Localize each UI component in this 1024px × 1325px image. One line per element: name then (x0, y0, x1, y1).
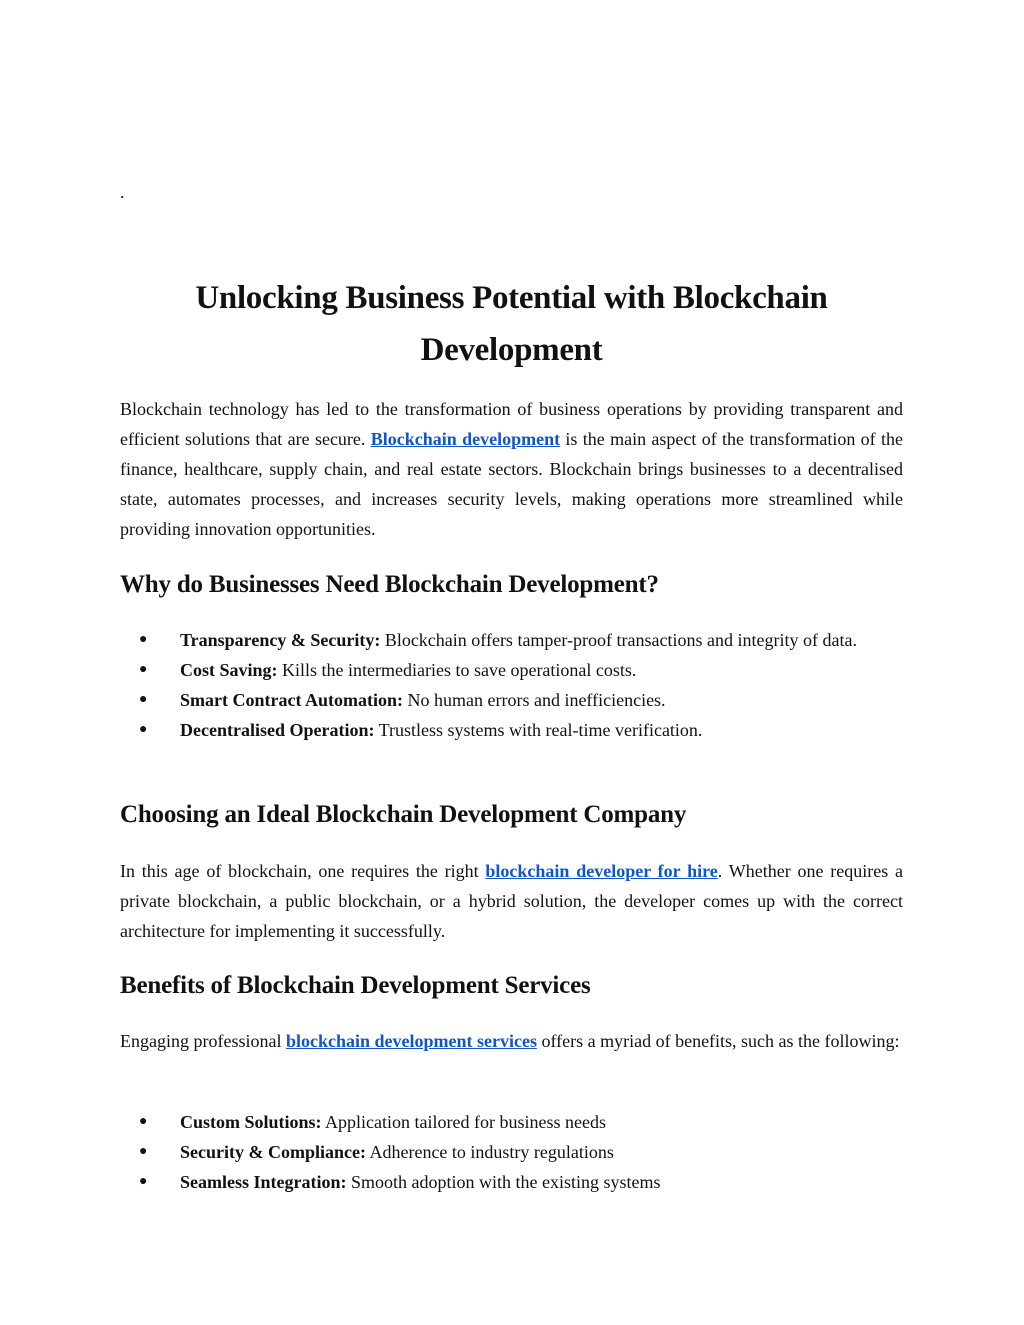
intro-text-before: Blockchain technology has led to the transformation of business operations by providing transparent and efficient solutions that are secure. (120, 399, 903, 449)
list-item-text: No human errors and inefficiencies. (402, 690, 666, 710)
blockchain-development-link[interactable]: Blockchain development (370, 429, 561, 449)
section2-text-after: . Whether one requires a private blockchain, a public blockchain, or a hybrid solution, the developer comes up with the correct architecture for implementing it successfully. (120, 861, 903, 941)
blockchain-development-services-link[interactable]: blockchain development services (285, 1031, 537, 1051)
bullet-icon: ● (139, 722, 148, 737)
list-item-label: Decentralised Operation: (180, 720, 375, 740)
list-item-label: Cost Saving: (180, 660, 278, 680)
list-item-label: Seamless Integration: (180, 1172, 347, 1192)
list-item-label: Smart Contract Automation: (180, 690, 403, 710)
section3-paragraph (120, 1026, 903, 1056)
list-item-label: Security & Compliance: (180, 1142, 366, 1162)
section3-list (120, 1107, 903, 1197)
section2-paragraph (120, 856, 903, 946)
section3-text-after: offers a myriad of benefits, such as the following: (536, 1031, 900, 1051)
section1-list (120, 625, 903, 745)
list-item (120, 625, 903, 655)
list-item (120, 1167, 903, 1197)
bullet-icon: ● (139, 662, 148, 677)
section3-heading: Benefits of Blockchain Development Services (120, 972, 591, 999)
list-item-text: Smooth adoption with the existing systems (346, 1172, 661, 1192)
list-item-text: Application tailored for business needs (321, 1112, 606, 1132)
list-item-text: Kills the intermediaries to save operational costs. (277, 660, 637, 680)
list-item (120, 1137, 903, 1167)
list-item (120, 685, 903, 715)
section2-heading: Choosing an Ideal Blockchain Development Company (120, 801, 687, 828)
list-item (120, 655, 903, 685)
list-item-label: Transparency & Security: (180, 630, 381, 650)
bullet-icon: ● (139, 692, 148, 707)
list-item-text: Blockchain offers tamper-proof transactions and integrity of data. (380, 630, 857, 650)
intro-paragraph (120, 394, 903, 544)
bullet-icon: ● (139, 1114, 148, 1129)
page-title: Unlocking Business Potential with Blockchain Development (195, 280, 828, 368)
section3-text-before: Engaging professional (120, 1031, 286, 1051)
list-item (120, 1107, 903, 1137)
bullet-icon: ● (139, 1144, 148, 1159)
section2-text-before: In this age of blockchain, one requires the right (120, 861, 486, 881)
intro-text-after: is the main aspect of the transformation of the finance, healthcare, supply chain, and real estate sectors. Blockchain brings businesses to a decentralised state, automates processes, and increases security levels, making operations more streamlined while providing innovation opportunities. (120, 429, 903, 539)
bullet-icon: ● (139, 632, 148, 647)
blockchain-developer-for-hire-link[interactable]: blockchain developer for hire (485, 861, 718, 881)
list-item-text: Adherence to industry regulations (365, 1142, 614, 1162)
section1-heading: Why do Businesses Need Blockchain Development? (120, 571, 659, 598)
bullet-icon: ● (139, 1174, 148, 1189)
list-item (120, 715, 903, 745)
list-item-label: Custom Solutions: (180, 1112, 322, 1132)
header-mark: . (120, 182, 125, 202)
list-item-text: Trustless systems with real-time verification. (374, 720, 703, 740)
